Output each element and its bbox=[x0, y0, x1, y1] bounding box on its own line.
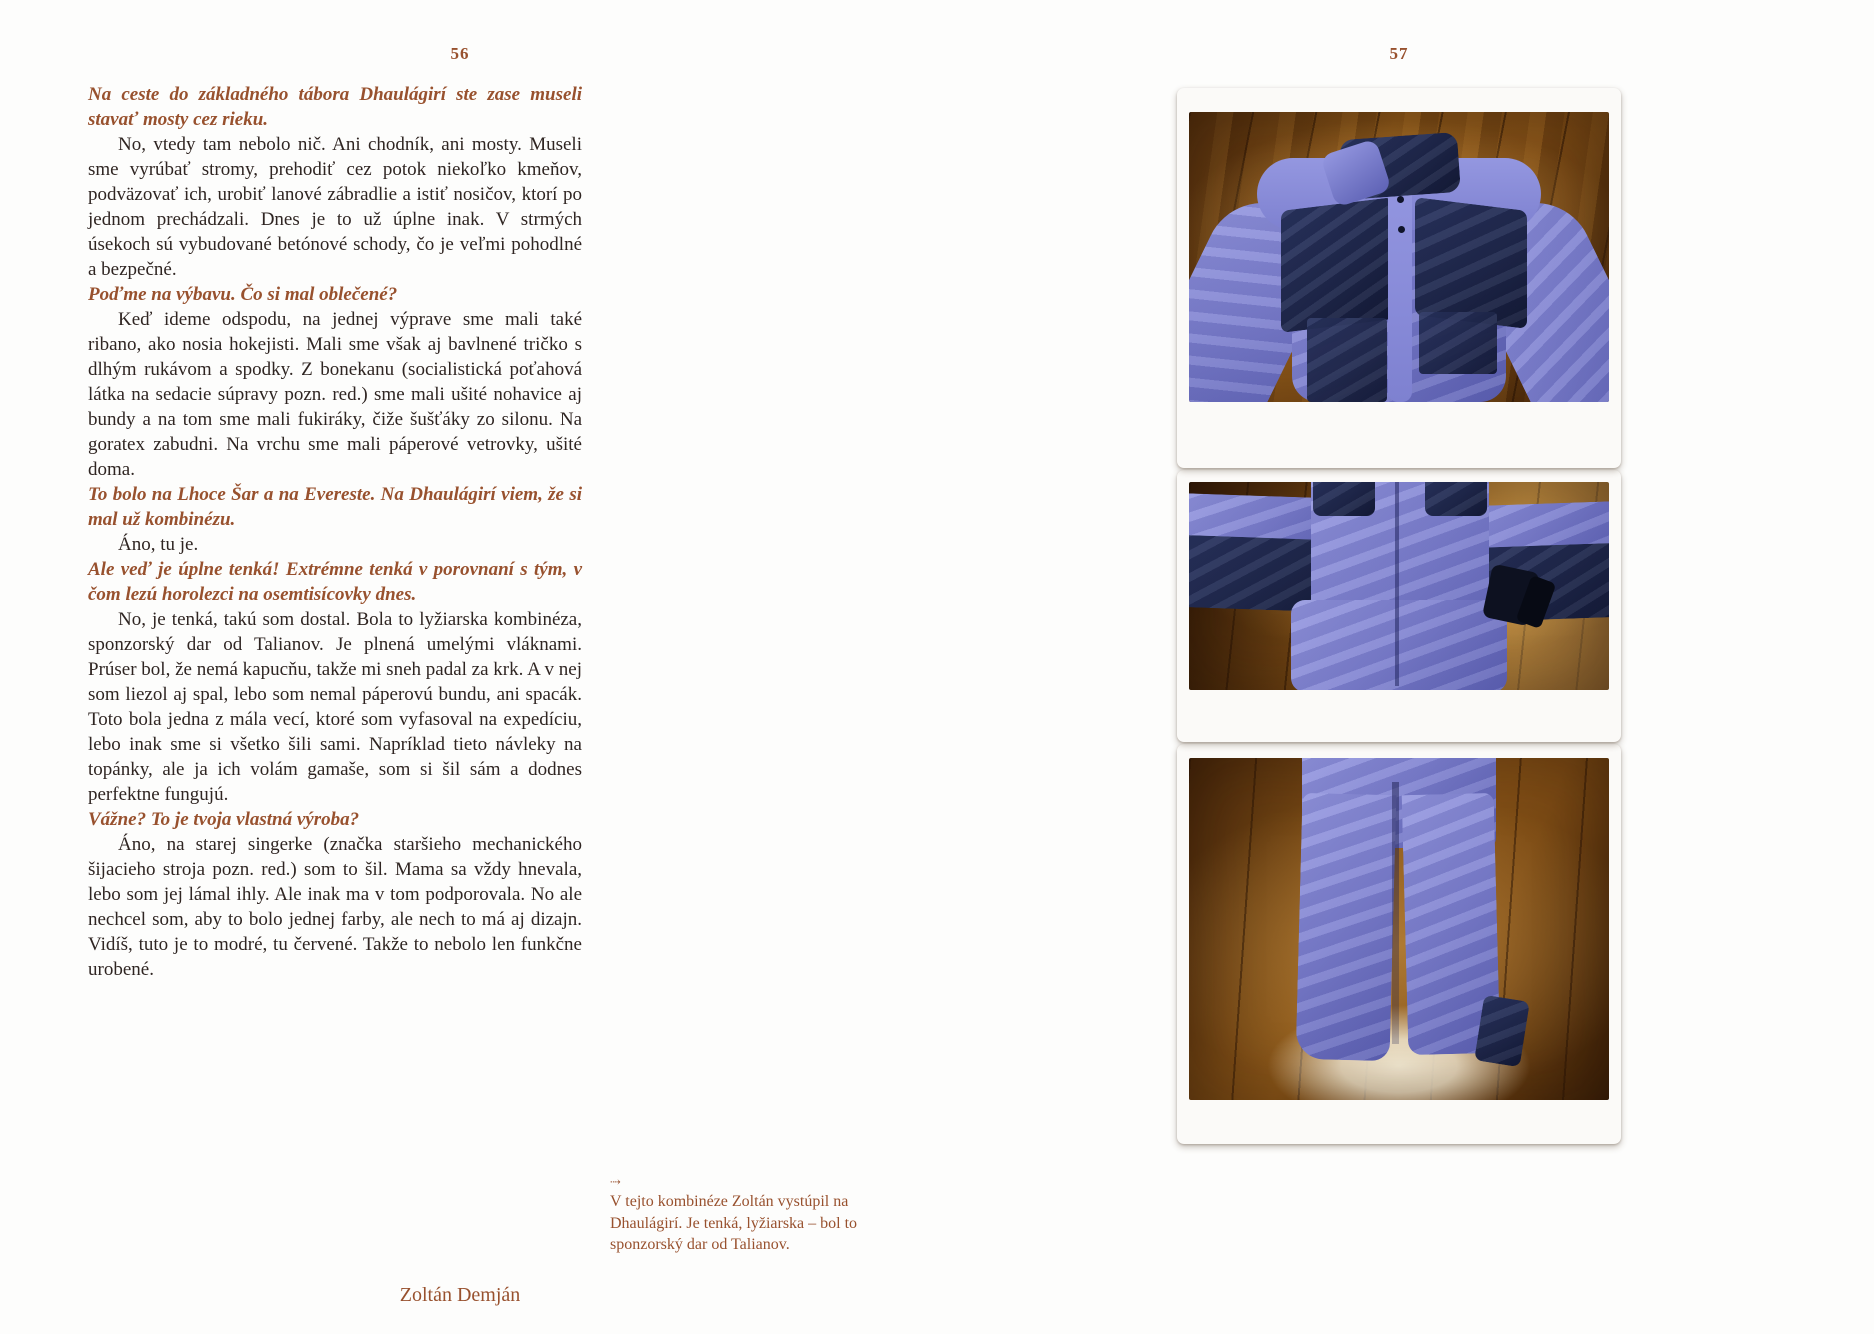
jacket-waist-panel-left bbox=[1307, 318, 1387, 402]
jacket-chest-panel-right bbox=[1415, 197, 1527, 329]
interview-answer: No, je tenká, takú som dostal. Bola to lyžiarska kombinéza, sponzorský dar od Talianov. Je plnená umelými vláknami. Prúser bol, že nemá kapucňu, takže mi sneh padal za krk. A v nej som liezol aj spal, lebo som nemal páperovú bundu, ani spacák. Toto bola jedna z mála vecí, ktoré som vyfasoval na expedíciu, lebo inak sme si všetko šili sami. Napríklad tieto návleky na topánky, ale ja ich volám gamaše, som si šil sám a dodnes perfektne fungujú. bbox=[88, 609, 582, 805]
interview-question: Vážne? To je tvoja vlastná výroba? bbox=[88, 809, 360, 830]
interview-text-column bbox=[88, 82, 582, 982]
jacket-zip-placket bbox=[1388, 172, 1412, 402]
photo-suit-torso bbox=[1189, 482, 1609, 690]
interview-answer: No, vtedy tam nebolo nič. Ani chodník, ani mosty. Museli sme vyrúbať stromy, prehodiť cez potok niekoľko kmeňov, podväzovať ich, urobiť lanové zábradlie a istiť nosičov, ktorí po jednom prechádzali. Dnes je to už úplne inak. V strmých úsekoch sú vybudované betónové schody, čo je veľmi pohodlné a bezpečné. bbox=[88, 134, 582, 280]
interview-answer: Áno, tu je. bbox=[118, 534, 199, 555]
interview-question: Ale veď je úplne tenká! Extrémne tenká v porovnaní s tým, v čom lezú horolezci na osemtisícovky dnes. bbox=[88, 559, 582, 605]
suit-ankle-patch bbox=[1474, 995, 1530, 1067]
interview-question: To bolo na Lhoce Šar a na Evereste. Na Dhaulágirí viem, že si mal už kombinézu. bbox=[88, 484, 582, 530]
caption-arrow-icon: ⇢ bbox=[610, 1174, 620, 1189]
suit-hip bbox=[1291, 600, 1507, 690]
photo-jacket-top bbox=[1189, 112, 1609, 402]
page-number-left: 56 bbox=[450, 44, 470, 63]
jacket-snap-button bbox=[1398, 226, 1405, 233]
photo-print-legs bbox=[1177, 744, 1621, 1144]
suit-zip-line bbox=[1395, 482, 1399, 686]
suit-leg-gap bbox=[1392, 782, 1399, 1044]
jacket-waist-panel-right bbox=[1419, 312, 1497, 374]
photo-print-torso bbox=[1177, 470, 1621, 742]
interviewee-name: Zoltán Demján bbox=[399, 1284, 521, 1306]
photo-suit-legs bbox=[1189, 758, 1609, 1100]
interview-question: Poďme na výbavu. Čo si mal oblečené? bbox=[88, 284, 398, 305]
photo-print-jacket bbox=[1177, 88, 1621, 468]
caption-text: V tejto kombinéze Zoltán vystúpil na Dhaulágirí. Je tenká, lyžiarska – bol to sponzorský dar od Talianov. bbox=[610, 1193, 858, 1253]
interview-answer: Keď ideme odspodu, na jednej výprave sme mali také ribano, ako nosia hokejisti. Mali sme však aj bavlnené tričko s dlhým rukávom a spodky. Z bonekanu (socialistická poťahová látka na sedacie súpravy pozn. red.) sme mali ušité nohavice aj bundy a na tom sme mali fukiráky, čiže šušťáky zo silonu. Na goratex zabudni. Na vrchu sme mali páperové vetrovky, ušité doma. bbox=[88, 309, 582, 480]
page-number-right: 57 bbox=[1389, 44, 1409, 63]
jacket-chest-panel-left bbox=[1281, 197, 1393, 333]
suit-leg-left bbox=[1296, 793, 1397, 1061]
interview-question: Na ceste do základného tábora Dhaulágirí ste zase museli stavať mosty cez rieku. bbox=[88, 84, 582, 130]
suit-shoulder-patch-right bbox=[1425, 482, 1487, 516]
suit-shoulder-patch-left bbox=[1313, 482, 1375, 516]
jacket-snap-button bbox=[1397, 196, 1404, 203]
photo-caption bbox=[610, 1176, 886, 1256]
interview-answer: Áno, na starej singerke (značka staršieho mechanického šijacieho stroja pozn. red.) som to šil. Mama sa vždy hnevala, lebo som jej lámal ihly. Ale inak ma v tom podporovala. No ale nechcel som, aby to bolo jednej farby, ale nech to má aj dizajn. Vidíš, tuto je to modré, tu červené. Takže to nebolo len funkčne urobené. bbox=[88, 834, 582, 980]
